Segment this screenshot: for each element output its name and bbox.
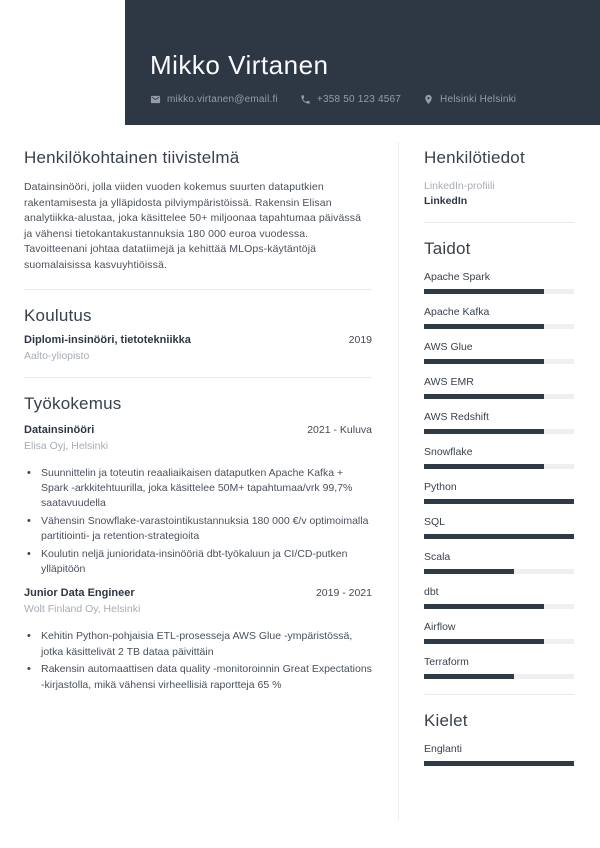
section-divider bbox=[24, 377, 372, 378]
skill-bar-track bbox=[424, 604, 574, 609]
skill-item bbox=[424, 656, 574, 679]
experience-heading: Työkokemus bbox=[24, 393, 122, 413]
skill-bar-fill bbox=[424, 639, 544, 644]
contact-location-text: Helsinki Helsinki bbox=[440, 94, 517, 105]
degree-title: Diplomi-insinööri, tietotekniikka bbox=[24, 333, 191, 346]
skill-item bbox=[424, 516, 574, 539]
skill-item bbox=[424, 341, 574, 364]
job-entry bbox=[24, 424, 372, 578]
skill-bar-fill bbox=[424, 604, 544, 609]
language-item bbox=[424, 743, 574, 766]
job-date: 2021 - Kuluva bbox=[307, 423, 372, 436]
skill-bar-fill bbox=[424, 499, 574, 504]
job-bullets bbox=[24, 629, 372, 693]
email-icon bbox=[150, 94, 161, 105]
bullet-item: • Rakensin automaattisen data quality -monitoroinnin Great Expectations -kirjastolla, mikä vähensi virheellisiä raportteja 65 % bbox=[24, 662, 372, 693]
skill-name: SQL bbox=[424, 516, 446, 528]
school-name: Aalto-yliopisto bbox=[24, 349, 90, 362]
linkedin-label: LinkedIn-profiili bbox=[424, 180, 495, 192]
bullet-item: • Suunnittelin ja toteutin reaaliaikaisen dataputken Apache Kafka + Spark -arkkitehtuurilla, joka käsittelee 50M+ tapahtumaa/vrk 99,7% saatavuudella bbox=[24, 466, 372, 512]
skill-name: AWS Redshift bbox=[424, 411, 489, 423]
skill-bar-track bbox=[424, 464, 574, 469]
degree-date: 2019 bbox=[348, 333, 372, 346]
skill-name: Apache Spark bbox=[424, 271, 490, 283]
location-icon bbox=[423, 94, 434, 105]
header bbox=[125, 0, 600, 125]
skill-bar-track bbox=[424, 639, 574, 644]
bullet-item: • Koulutin neljä junioridata-insinööriä dbt-työkaluun ja CI/CD-putken ylläpitöön bbox=[24, 547, 372, 578]
skill-bar-track bbox=[424, 674, 574, 679]
education-heading: Koulutus bbox=[24, 305, 92, 325]
section-divider bbox=[424, 222, 574, 223]
main-column bbox=[24, 148, 372, 695]
skills-heading: Taidot bbox=[424, 239, 471, 258]
job-bullets bbox=[24, 466, 372, 578]
skill-bar-fill bbox=[424, 289, 544, 294]
skill-bar-track bbox=[424, 324, 574, 329]
skill-bar-fill bbox=[424, 674, 514, 679]
skill-bar-fill bbox=[424, 569, 514, 574]
contact-location bbox=[423, 94, 516, 105]
job-company: Elisa Oyj, Helsinki bbox=[24, 439, 109, 452]
skill-name: Apache Kafka bbox=[424, 306, 490, 318]
skill-item bbox=[424, 481, 574, 504]
skill-bar-track bbox=[424, 534, 574, 539]
contact-email-text: mikko.virtanen@email.fi bbox=[167, 94, 278, 105]
job-date: 2019 - 2021 bbox=[315, 587, 372, 600]
skill-name: Python bbox=[424, 481, 457, 493]
skill-bar-track bbox=[424, 289, 574, 294]
bullet-item: • Kehitin Python-pohjaisia ETL-prosesseja AWS Glue -ympäristössä, jotka käsittelivät 2 TB dataa päivittäin bbox=[24, 629, 372, 660]
linkedin-link[interactable]: LinkedIn bbox=[424, 195, 468, 207]
skill-item bbox=[424, 376, 574, 399]
skill-name: Snowflake bbox=[424, 446, 473, 458]
section-divider bbox=[424, 694, 574, 695]
skill-item bbox=[424, 271, 574, 294]
skill-item bbox=[424, 551, 574, 574]
details-heading: Henkilötiedot bbox=[424, 148, 525, 167]
skill-bar-track bbox=[424, 359, 574, 364]
summary-heading: Henkilökohtainen tiivistelmä bbox=[24, 148, 240, 167]
skill-bar-track bbox=[424, 429, 574, 434]
skill-bar-track bbox=[424, 499, 574, 504]
skill-item bbox=[424, 621, 574, 644]
skill-bar-fill bbox=[424, 534, 574, 539]
skill-name: AWS Glue bbox=[424, 341, 473, 353]
skill-bar-track bbox=[424, 394, 574, 399]
skill-bar-fill bbox=[424, 324, 544, 329]
language-bar-fill bbox=[424, 761, 574, 766]
skill-item bbox=[424, 446, 574, 469]
sidebar-column bbox=[424, 148, 574, 766]
contact-phone-text: +358 50 123 4567 bbox=[316, 94, 402, 105]
contact-phone bbox=[300, 94, 401, 105]
job-company: Wolt Finland Oy, Helsinki bbox=[24, 603, 141, 616]
phone-icon bbox=[300, 94, 311, 105]
skill-bar-track bbox=[424, 569, 574, 574]
column-divider bbox=[398, 142, 399, 820]
job-entry bbox=[24, 587, 372, 693]
job-title: Datainsinööri bbox=[24, 423, 95, 436]
skill-item bbox=[424, 411, 574, 434]
education-entry bbox=[24, 334, 372, 362]
languages-heading: Kielet bbox=[424, 711, 468, 730]
language-name: Englanti bbox=[424, 743, 462, 755]
summary-text: Datainsinööri, jolla viiden vuoden kokemus suurten dataputkien rakentamisesta ja ylläpidosta pilviympäristöissä. Rakensin Elisan analytiikka-alustaa, joka käsittelee 50+ miljoonaa tapahtumaa päivässä ja vähensi tietokantakustannuksia 180 000 euroa vuodessa. Tavoitteenani johtaa datatiimejä ja kehittää MLOps-käytäntöjä suomalaisissa kasvuyhtiöissä. bbox=[24, 181, 362, 271]
person-name: Mikko Virtanen bbox=[150, 50, 329, 80]
skill-name: AWS EMR bbox=[424, 376, 474, 388]
skill-bar-fill bbox=[424, 464, 544, 469]
section-divider bbox=[24, 289, 372, 290]
skill-name: Scala bbox=[424, 551, 451, 563]
bullet-item: • Vähensin Snowflake-varastointikustannuksia 180 000 €/v optimoimalla partitiointi- ja retention-strategioita bbox=[24, 514, 372, 545]
contact-row bbox=[150, 94, 600, 105]
skill-item bbox=[424, 586, 574, 609]
skill-bar-fill bbox=[424, 394, 544, 399]
skill-name: Terraform bbox=[424, 656, 469, 668]
skill-bar-fill bbox=[424, 359, 544, 364]
skill-name: dbt bbox=[424, 586, 439, 598]
skill-bar-fill bbox=[424, 429, 544, 434]
skill-item bbox=[424, 306, 574, 329]
contact-email bbox=[150, 94, 278, 105]
job-title: Junior Data Engineer bbox=[24, 587, 135, 600]
skill-name: Airflow bbox=[424, 621, 456, 633]
language-bar-track bbox=[424, 761, 574, 766]
